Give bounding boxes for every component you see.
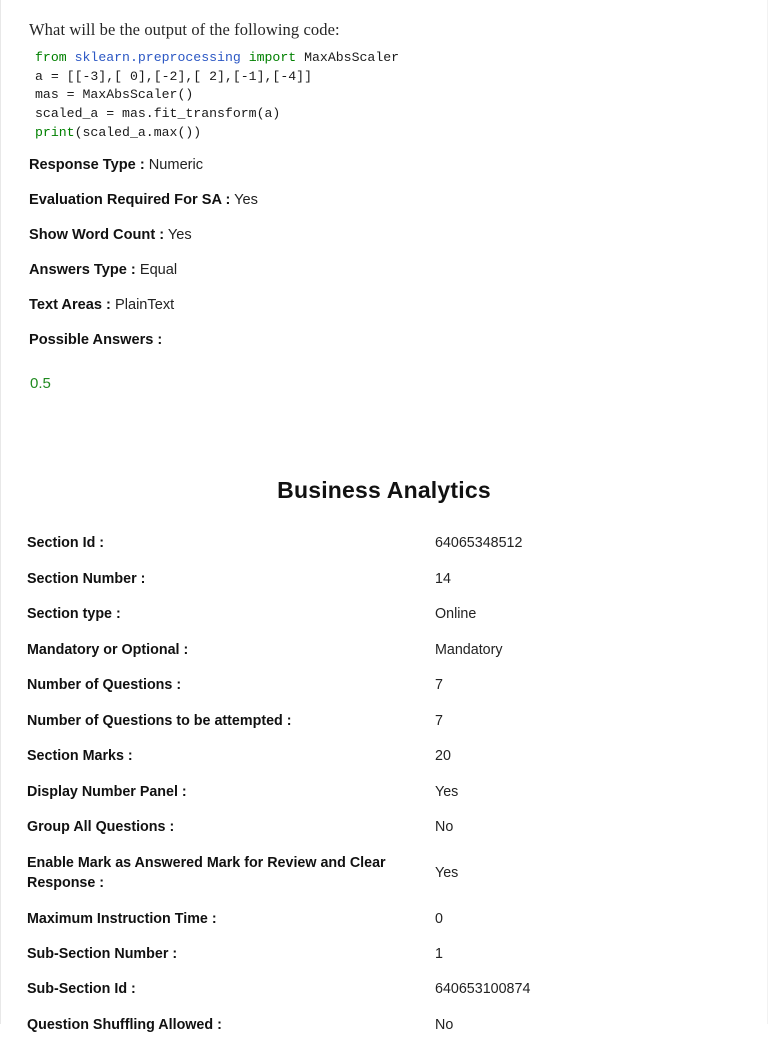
row-label: Section Id : xyxy=(27,535,105,552)
row-value: 7 xyxy=(435,712,443,729)
table-row xyxy=(1,668,767,703)
question-prompt: What will be the output of the following code: xyxy=(29,20,340,39)
table-row xyxy=(1,774,767,809)
meta-row xyxy=(29,192,739,210)
row-label: Mandatory or Optional : xyxy=(27,641,189,658)
table-row xyxy=(1,1007,767,1042)
table-row xyxy=(1,972,767,1007)
row-value: Yes xyxy=(435,864,459,881)
meta-value: Numeric xyxy=(144,156,204,173)
table-row xyxy=(1,561,767,596)
meta-row xyxy=(29,157,739,175)
question-block xyxy=(1,0,767,143)
meta-value: Yes xyxy=(164,226,192,243)
section-details-table xyxy=(1,526,767,1043)
code-token: print xyxy=(35,124,75,140)
code-token: scaled_a = mas.fit_transform(a) xyxy=(35,106,281,122)
row-label: Section type : xyxy=(27,606,121,623)
row-value: No xyxy=(435,1016,454,1033)
row-label: Sub-Section Id : xyxy=(27,981,136,998)
code-snippet xyxy=(35,49,739,143)
row-label: Sub-Section Number : xyxy=(27,946,178,962)
row-value: 7 xyxy=(435,677,443,694)
table-row xyxy=(1,936,767,971)
meta-label: Response Type : xyxy=(29,156,145,173)
code-token: sklearn.preprocessing xyxy=(74,49,249,65)
table-row xyxy=(1,703,767,738)
row-value: 64065348512 xyxy=(435,535,523,552)
row-value: No xyxy=(435,819,454,836)
row-label: Display Number Panel : xyxy=(27,783,187,800)
meta-row xyxy=(29,262,739,280)
row-value: 1 xyxy=(435,946,443,962)
table-row xyxy=(1,901,767,936)
code-token: (scaled_a.max()) xyxy=(74,124,202,140)
question-meta-list xyxy=(1,143,767,350)
row-value: 20 xyxy=(435,748,451,765)
possible-answer-value: 0.5 xyxy=(30,374,51,392)
row-label: Section Number : xyxy=(27,570,146,587)
table-row xyxy=(1,810,767,845)
table-row xyxy=(1,739,767,774)
meta-label: Text Areas : xyxy=(29,296,111,313)
meta-row xyxy=(29,227,739,245)
code-token: from xyxy=(35,49,75,65)
table-row xyxy=(1,632,767,667)
code-token: mas = MaxAbsScaler() xyxy=(35,87,194,103)
row-label: Question Shuffling Allowed : xyxy=(27,1016,222,1033)
row-label: Group All Questions : xyxy=(27,819,175,836)
table-row xyxy=(1,845,767,901)
meta-label: Possible Answers : xyxy=(29,331,163,348)
meta-value: Equal xyxy=(135,261,178,278)
row-label: Enable Mark as Answered Mark for Review and Clear Response : xyxy=(27,854,386,892)
section-title: Business Analytics xyxy=(277,476,491,503)
meta-row xyxy=(29,332,739,350)
row-label: Number of Questions to be attempted : xyxy=(27,712,292,729)
meta-value: Yes xyxy=(230,191,258,208)
meta-label: Show Word Count : xyxy=(29,226,165,243)
meta-label: Evaluation Required For SA : xyxy=(29,191,231,208)
meta-value: PlainText xyxy=(110,296,175,313)
code-token: import xyxy=(248,49,305,65)
row-value: 14 xyxy=(435,570,451,587)
code-token: MaxAbsScaler xyxy=(304,49,400,65)
row-label: Maximum Instruction Time : xyxy=(27,910,217,927)
meta-label: Answers Type : xyxy=(29,261,136,278)
row-value: Online xyxy=(435,606,477,623)
row-value: Mandatory xyxy=(435,641,503,658)
meta-row xyxy=(29,297,739,315)
row-label: Section Marks : xyxy=(27,748,133,765)
row-value: Yes xyxy=(435,783,459,800)
code-token: a = [[-3],[ 0],[-2],[ 2],[-1],[-4]] xyxy=(35,68,312,84)
row-label: Number of Questions : xyxy=(27,677,182,694)
table-row xyxy=(1,597,767,632)
table-row xyxy=(1,526,767,561)
row-value: 0 xyxy=(435,910,443,927)
row-value: 640653100874 xyxy=(435,981,531,998)
